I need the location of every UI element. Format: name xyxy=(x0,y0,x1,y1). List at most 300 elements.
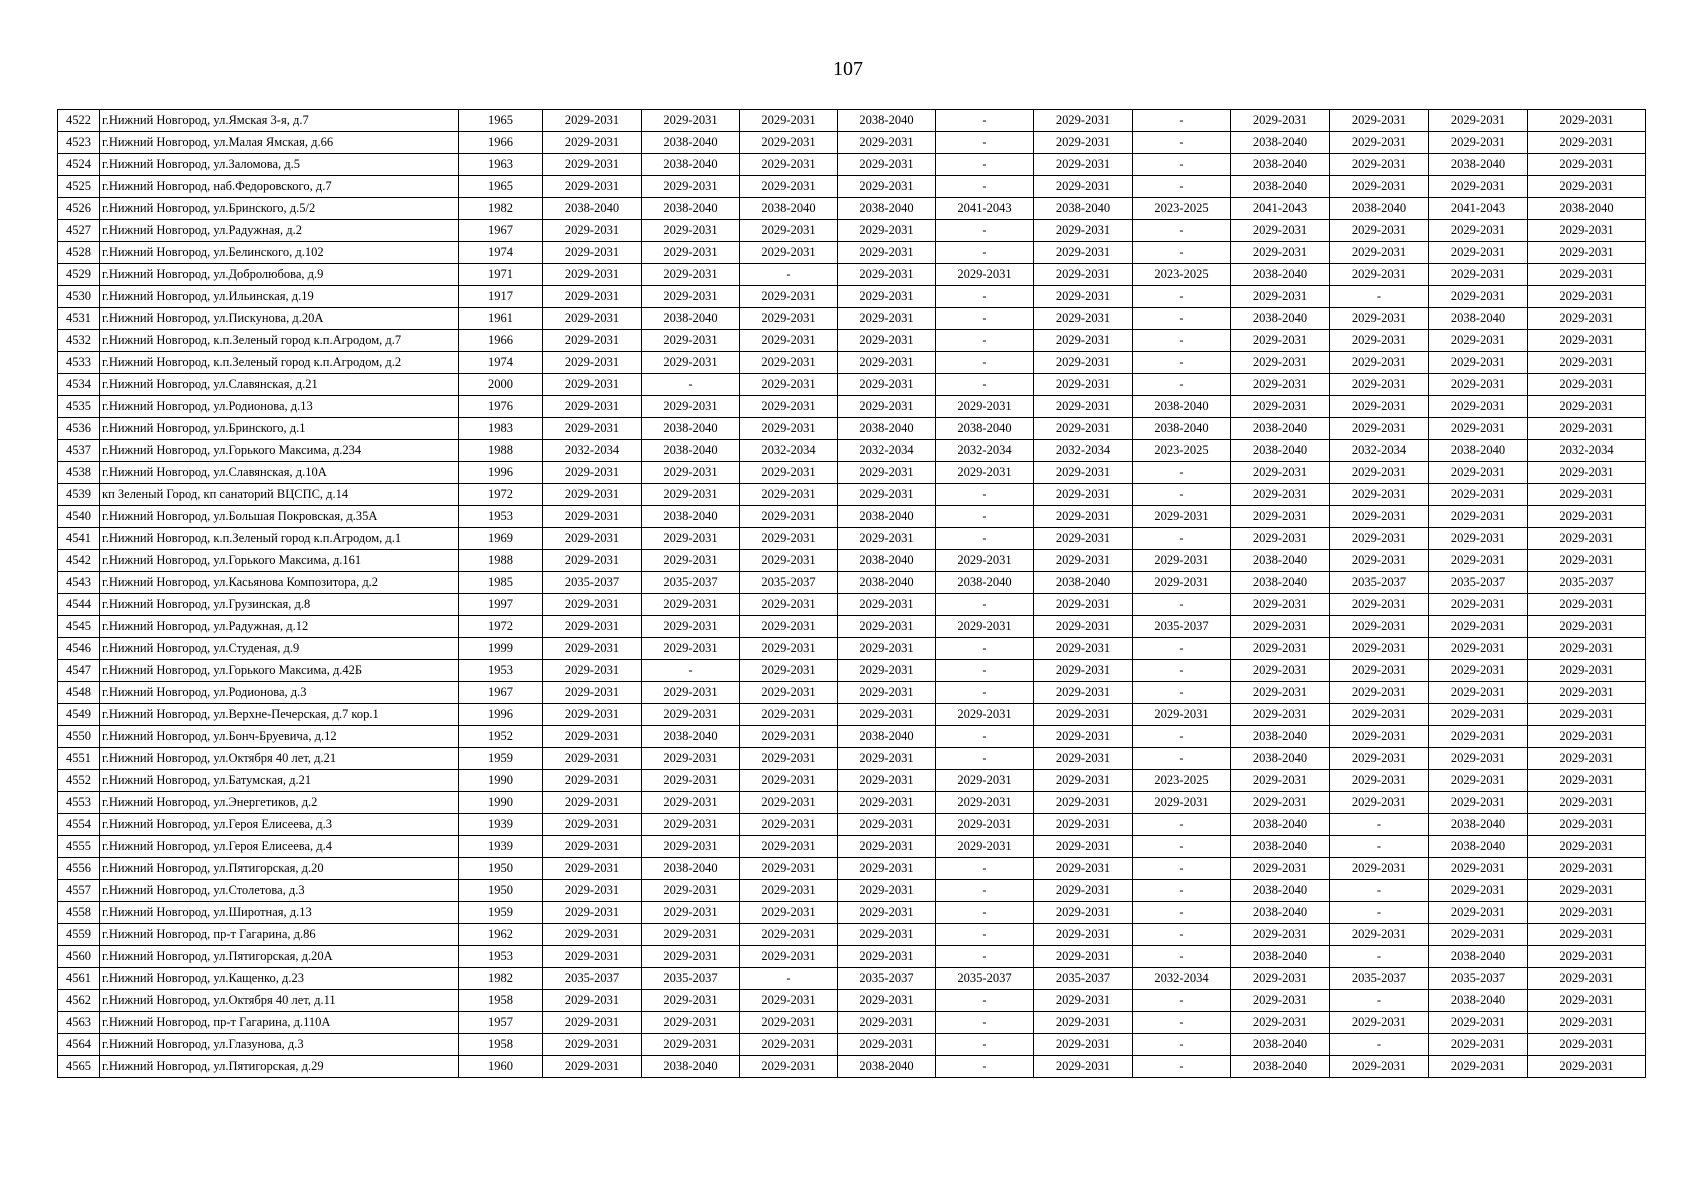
year-cell: 1988 xyxy=(459,550,543,572)
row-number-cell: 4530 xyxy=(58,286,100,308)
period-cell: 2029-2031 xyxy=(838,594,936,616)
period-cell: 2029-2031 xyxy=(740,660,838,682)
year-cell: 1959 xyxy=(459,748,543,770)
period-cell: 2029-2031 xyxy=(838,990,936,1012)
period-cell: 2029-2031 xyxy=(1133,704,1231,726)
period-cell: 2029-2031 xyxy=(1034,660,1133,682)
period-cell: 2038-2040 xyxy=(1231,550,1330,572)
period-cell: 2029-2031 xyxy=(1231,506,1330,528)
period-cell: - xyxy=(1133,1056,1231,1078)
period-cell: 2029-2031 xyxy=(1034,990,1133,1012)
period-cell: 2029-2031 xyxy=(1034,154,1133,176)
year-cell: 1974 xyxy=(459,352,543,374)
year-cell: 1939 xyxy=(459,836,543,858)
table-row xyxy=(58,902,1646,924)
period-cell: - xyxy=(936,1012,1034,1034)
period-cell: 2029-2031 xyxy=(1034,374,1133,396)
table-row xyxy=(58,1034,1646,1056)
period-cell: 2029-2031 xyxy=(1330,176,1429,198)
period-cell: 2029-2031 xyxy=(1231,660,1330,682)
period-cell: 2029-2031 xyxy=(642,770,740,792)
period-cell: - xyxy=(936,484,1034,506)
period-cell: 2038-2040 xyxy=(1231,154,1330,176)
table-row xyxy=(58,264,1646,286)
period-cell: 2029-2031 xyxy=(1528,858,1646,880)
table-row xyxy=(58,946,1646,968)
period-cell: 2038-2040 xyxy=(1231,1056,1330,1078)
row-number-cell: 4544 xyxy=(58,594,100,616)
period-cell: 2029-2031 xyxy=(740,814,838,836)
period-cell: 2029-2031 xyxy=(1034,638,1133,660)
period-cell: 2029-2031 xyxy=(1330,1056,1429,1078)
year-cell: 1997 xyxy=(459,594,543,616)
period-cell: - xyxy=(1330,286,1429,308)
period-cell: 2038-2040 xyxy=(1231,418,1330,440)
address-cell: г.Нижний Новгород, ул.Широтная, д.13 xyxy=(100,902,459,924)
period-cell: 2029-2031 xyxy=(1429,792,1528,814)
period-cell: 2029-2031 xyxy=(543,1056,642,1078)
period-cell: - xyxy=(1133,748,1231,770)
period-cell: 2029-2031 xyxy=(642,110,740,132)
period-cell: 2029-2031 xyxy=(740,594,838,616)
period-cell: 2032-2034 xyxy=(740,440,838,462)
period-cell: - xyxy=(936,990,1034,1012)
period-cell: 2038-2040 xyxy=(642,726,740,748)
period-cell: 2023-2025 xyxy=(1133,770,1231,792)
address-cell: г.Нижний Новгород, ул.Горького Максима, д.42Б xyxy=(100,660,459,682)
period-cell: 2029-2031 xyxy=(740,132,838,154)
period-cell: 2029-2031 xyxy=(1034,704,1133,726)
period-cell: - xyxy=(1133,132,1231,154)
period-cell: 2041-2043 xyxy=(936,198,1034,220)
period-cell: - xyxy=(936,330,1034,352)
table-row xyxy=(58,770,1646,792)
period-cell: - xyxy=(1133,242,1231,264)
period-cell: 2029-2031 xyxy=(1034,506,1133,528)
period-cell: 2029-2031 xyxy=(1528,264,1646,286)
period-cell: 2029-2031 xyxy=(740,484,838,506)
table-row xyxy=(58,858,1646,880)
year-cell: 1957 xyxy=(459,1012,543,1034)
period-cell: - xyxy=(936,924,1034,946)
period-cell: 2029-2031 xyxy=(1528,726,1646,748)
period-cell: 2029-2031 xyxy=(1429,748,1528,770)
period-cell: 2038-2040 xyxy=(838,418,936,440)
address-cell: г.Нижний Новгород, ул.Героя Елисеева, д.3 xyxy=(100,814,459,836)
period-cell: 2029-2031 xyxy=(740,330,838,352)
year-cell: 1958 xyxy=(459,990,543,1012)
year-cell: 1966 xyxy=(459,132,543,154)
period-cell: 2029-2031 xyxy=(740,550,838,572)
period-cell: 2029-2031 xyxy=(1330,308,1429,330)
period-cell: 2029-2031 xyxy=(1528,968,1646,990)
period-cell: 2029-2031 xyxy=(642,814,740,836)
period-cell: 2029-2031 xyxy=(1330,748,1429,770)
year-cell: 1953 xyxy=(459,946,543,968)
period-cell: 2035-2037 xyxy=(936,968,1034,990)
period-cell: 2029-2031 xyxy=(740,902,838,924)
period-cell: 2029-2031 xyxy=(740,770,838,792)
period-cell: 2029-2031 xyxy=(1231,616,1330,638)
period-cell: 2029-2031 xyxy=(1528,616,1646,638)
year-cell: 1939 xyxy=(459,814,543,836)
period-cell: 2029-2031 xyxy=(543,836,642,858)
year-cell: 1988 xyxy=(459,440,543,462)
period-cell: 2029-2031 xyxy=(1330,858,1429,880)
period-cell: 2029-2031 xyxy=(1528,110,1646,132)
period-cell: 2038-2040 xyxy=(1528,198,1646,220)
row-number-cell: 4552 xyxy=(58,770,100,792)
period-cell: 2029-2031 xyxy=(936,396,1034,418)
period-cell: - xyxy=(740,264,838,286)
table-row xyxy=(58,990,1646,1012)
period-cell: 2029-2031 xyxy=(1034,616,1133,638)
period-cell: 2029-2031 xyxy=(1231,924,1330,946)
period-cell: 2038-2040 xyxy=(1429,990,1528,1012)
address-cell: г.Нижний Новгород, ул.Верхне-Печерская, д.7 кор.1 xyxy=(100,704,459,726)
period-cell: 2029-2031 xyxy=(1429,506,1528,528)
period-cell: - xyxy=(1133,836,1231,858)
period-cell: 2029-2031 xyxy=(642,330,740,352)
period-cell: 2035-2037 xyxy=(1429,968,1528,990)
period-cell: 2029-2031 xyxy=(642,1034,740,1056)
period-cell: - xyxy=(1133,726,1231,748)
row-number-cell: 4545 xyxy=(58,616,100,638)
year-cell: 1972 xyxy=(459,484,543,506)
row-number-cell: 4523 xyxy=(58,132,100,154)
row-number-cell: 4553 xyxy=(58,792,100,814)
period-cell: 2029-2031 xyxy=(838,154,936,176)
period-cell: 2029-2031 xyxy=(543,858,642,880)
period-cell: 2029-2031 xyxy=(1330,506,1429,528)
period-cell: 2029-2031 xyxy=(543,132,642,154)
table-row xyxy=(58,1056,1646,1078)
row-number-cell: 4551 xyxy=(58,748,100,770)
period-cell: 2029-2031 xyxy=(1528,286,1646,308)
period-cell: 2029-2031 xyxy=(1528,484,1646,506)
period-cell: 2038-2040 xyxy=(1231,264,1330,286)
period-cell: 2029-2031 xyxy=(1231,858,1330,880)
period-cell: 2029-2031 xyxy=(838,352,936,374)
period-cell: 2029-2031 xyxy=(1528,176,1646,198)
row-number-cell: 4557 xyxy=(58,880,100,902)
period-cell: - xyxy=(1133,110,1231,132)
period-cell: 2029-2031 xyxy=(1034,242,1133,264)
period-cell: 2029-2031 xyxy=(838,880,936,902)
period-cell: 2032-2034 xyxy=(1133,968,1231,990)
table-row xyxy=(58,198,1646,220)
period-cell: 2029-2031 xyxy=(1034,594,1133,616)
row-number-cell: 4531 xyxy=(58,308,100,330)
period-cell: 2029-2031 xyxy=(642,902,740,924)
address-cell: г.Нижний Новгород, ул.Пятигорская, д.29 xyxy=(100,1056,459,1078)
period-cell: 2038-2040 xyxy=(1231,572,1330,594)
period-cell: 2029-2031 xyxy=(1034,132,1133,154)
address-cell: г.Нижний Новгород, ул.Пискунова, д.20А xyxy=(100,308,459,330)
period-cell: 2029-2031 xyxy=(543,286,642,308)
period-cell: 2029-2031 xyxy=(1330,132,1429,154)
period-cell: 2038-2040 xyxy=(1330,198,1429,220)
year-cell: 1996 xyxy=(459,704,543,726)
period-cell: 2029-2031 xyxy=(740,462,838,484)
period-cell: 2029-2031 xyxy=(838,132,936,154)
housing-registry-table xyxy=(57,109,1646,1078)
table-row xyxy=(58,220,1646,242)
year-cell: 1972 xyxy=(459,616,543,638)
period-cell: 2029-2031 xyxy=(642,638,740,660)
period-cell: 2029-2031 xyxy=(543,638,642,660)
period-cell: 2029-2031 xyxy=(936,836,1034,858)
period-cell: 2029-2031 xyxy=(1528,462,1646,484)
address-cell: г.Нижний Новгород, ул.Героя Елисеева, д.4 xyxy=(100,836,459,858)
period-cell: 2029-2031 xyxy=(642,462,740,484)
period-cell: 2029-2031 xyxy=(1528,1056,1646,1078)
period-cell: 2029-2031 xyxy=(740,836,838,858)
period-cell: 2029-2031 xyxy=(1429,858,1528,880)
period-cell: 2029-2031 xyxy=(543,792,642,814)
period-cell: 2038-2040 xyxy=(642,1056,740,1078)
period-cell: 2029-2031 xyxy=(1528,748,1646,770)
period-cell: 2029-2031 xyxy=(543,418,642,440)
period-cell: 2029-2031 xyxy=(1330,924,1429,946)
address-cell: г.Нижний Новгород, ул.Октября 40 лет, д.21 xyxy=(100,748,459,770)
period-cell: 2029-2031 xyxy=(838,946,936,968)
period-cell: 2029-2031 xyxy=(936,264,1034,286)
period-cell: 2029-2031 xyxy=(838,396,936,418)
period-cell: 2029-2031 xyxy=(1133,550,1231,572)
period-cell: 2035-2037 xyxy=(1528,572,1646,594)
period-cell: 2023-2025 xyxy=(1133,198,1231,220)
period-cell: 2038-2040 xyxy=(838,550,936,572)
period-cell: 2029-2031 xyxy=(1429,484,1528,506)
period-cell: - xyxy=(936,220,1034,242)
period-cell: 2029-2031 xyxy=(1034,528,1133,550)
row-number-cell: 4535 xyxy=(58,396,100,418)
table-row xyxy=(58,352,1646,374)
period-cell: 2029-2031 xyxy=(642,264,740,286)
table-row xyxy=(58,594,1646,616)
table-row xyxy=(58,308,1646,330)
period-cell: - xyxy=(936,374,1034,396)
table-row xyxy=(58,572,1646,594)
period-cell: 2029-2031 xyxy=(1429,1056,1528,1078)
period-cell: 2029-2031 xyxy=(642,990,740,1012)
period-cell: 2029-2031 xyxy=(1528,374,1646,396)
period-cell: 2029-2031 xyxy=(1528,682,1646,704)
period-cell: - xyxy=(936,1034,1034,1056)
period-cell: - xyxy=(1133,1034,1231,1056)
period-cell: 2029-2031 xyxy=(740,242,838,264)
period-cell: 2029-2031 xyxy=(1528,990,1646,1012)
period-cell: 2029-2031 xyxy=(642,946,740,968)
period-cell: 2038-2040 xyxy=(838,506,936,528)
address-cell: г.Нижний Новгород, ул.Ямская 3-я, д.7 xyxy=(100,110,459,132)
period-cell: 2029-2031 xyxy=(543,396,642,418)
period-cell: 2029-2031 xyxy=(740,286,838,308)
period-cell: 2029-2031 xyxy=(1034,264,1133,286)
period-cell: 2029-2031 xyxy=(1231,484,1330,506)
period-cell: - xyxy=(936,660,1034,682)
period-cell: - xyxy=(936,638,1034,660)
period-cell: 2029-2031 xyxy=(543,814,642,836)
period-cell: 2029-2031 xyxy=(1034,902,1133,924)
address-cell: г.Нижний Новгород, ул.Октября 40 лет, д.11 xyxy=(100,990,459,1012)
period-cell: 2029-2031 xyxy=(1429,726,1528,748)
period-cell: - xyxy=(1133,880,1231,902)
address-cell: г.Нижний Новгород, ул.Белинского, д.102 xyxy=(100,242,459,264)
period-cell: - xyxy=(1330,1034,1429,1056)
row-number-cell: 4542 xyxy=(58,550,100,572)
period-cell: 2029-2031 xyxy=(838,814,936,836)
period-cell: 2029-2031 xyxy=(740,682,838,704)
period-cell: 2029-2031 xyxy=(642,594,740,616)
period-cell: 2029-2031 xyxy=(1528,902,1646,924)
table-row xyxy=(58,704,1646,726)
period-cell: 2029-2031 xyxy=(1034,1034,1133,1056)
period-cell: - xyxy=(936,242,1034,264)
period-cell: 2038-2040 xyxy=(642,418,740,440)
period-cell: 2029-2031 xyxy=(1034,770,1133,792)
period-cell: 2029-2031 xyxy=(1528,330,1646,352)
period-cell: 2029-2031 xyxy=(1528,528,1646,550)
table-row xyxy=(58,418,1646,440)
period-cell: 2029-2031 xyxy=(543,616,642,638)
year-cell: 2000 xyxy=(459,374,543,396)
period-cell: 2029-2031 xyxy=(1231,1012,1330,1034)
period-cell: 2029-2031 xyxy=(1330,792,1429,814)
period-cell: 2029-2031 xyxy=(740,880,838,902)
row-number-cell: 4526 xyxy=(58,198,100,220)
period-cell: - xyxy=(1330,902,1429,924)
year-cell: 1966 xyxy=(459,330,543,352)
address-cell: г.Нижний Новгород, ул.Энергетиков, д.2 xyxy=(100,792,459,814)
period-cell: 2029-2031 xyxy=(1133,572,1231,594)
period-cell: 2029-2031 xyxy=(1231,110,1330,132)
period-cell: 2029-2031 xyxy=(1528,418,1646,440)
period-cell: - xyxy=(1133,154,1231,176)
period-cell: 2029-2031 xyxy=(740,704,838,726)
period-cell: 2029-2031 xyxy=(1034,308,1133,330)
table-row xyxy=(58,528,1646,550)
period-cell: 2029-2031 xyxy=(1034,814,1133,836)
period-cell: 2029-2031 xyxy=(740,638,838,660)
period-cell: 2029-2031 xyxy=(1231,330,1330,352)
period-cell: 2029-2031 xyxy=(1528,132,1646,154)
period-cell: - xyxy=(936,154,1034,176)
period-cell: 2029-2031 xyxy=(1034,550,1133,572)
table-row xyxy=(58,330,1646,352)
year-cell: 1982 xyxy=(459,968,543,990)
period-cell: 2029-2031 xyxy=(1034,462,1133,484)
period-cell: 2029-2031 xyxy=(642,836,740,858)
period-cell: 2029-2031 xyxy=(543,924,642,946)
period-cell: 2029-2031 xyxy=(740,528,838,550)
period-cell: 2032-2034 xyxy=(543,440,642,462)
address-cell: г.Нижний Новгород, ул.Глазунова, д.3 xyxy=(100,1034,459,1056)
row-number-cell: 4533 xyxy=(58,352,100,374)
period-cell: 2029-2031 xyxy=(1330,660,1429,682)
period-cell: 2029-2031 xyxy=(1528,836,1646,858)
year-cell: 1965 xyxy=(459,176,543,198)
period-cell: 2029-2031 xyxy=(1528,792,1646,814)
period-cell: 2029-2031 xyxy=(642,704,740,726)
period-cell: 2029-2031 xyxy=(1034,1056,1133,1078)
row-number-cell: 4555 xyxy=(58,836,100,858)
period-cell: 2029-2031 xyxy=(642,176,740,198)
period-cell: - xyxy=(1133,286,1231,308)
address-cell: г.Нижний Новгород, ул.Грузинская, д.8 xyxy=(100,594,459,616)
period-cell: 2029-2031 xyxy=(1231,990,1330,1012)
period-cell: 2029-2031 xyxy=(1528,550,1646,572)
period-cell: 2029-2031 xyxy=(1429,594,1528,616)
period-cell: 2029-2031 xyxy=(1528,924,1646,946)
period-cell: 2029-2031 xyxy=(1231,770,1330,792)
row-number-cell: 4556 xyxy=(58,858,100,880)
period-cell: 2029-2031 xyxy=(838,924,936,946)
table-row xyxy=(58,176,1646,198)
period-cell: 2029-2031 xyxy=(1528,814,1646,836)
year-cell: 1960 xyxy=(459,1056,543,1078)
period-cell: 2038-2040 xyxy=(1429,308,1528,330)
period-cell: 2038-2040 xyxy=(1231,1034,1330,1056)
period-cell: 2029-2031 xyxy=(838,528,936,550)
table-row xyxy=(58,968,1646,990)
year-cell: 1963 xyxy=(459,154,543,176)
address-cell: г.Нижний Новгород, наб.Федоровского, д.7 xyxy=(100,176,459,198)
period-cell: 2029-2031 xyxy=(642,396,740,418)
period-cell: 2029-2031 xyxy=(936,792,1034,814)
period-cell: - xyxy=(1133,1012,1231,1034)
period-cell: - xyxy=(1133,374,1231,396)
period-cell: 2029-2031 xyxy=(838,220,936,242)
row-number-cell: 4541 xyxy=(58,528,100,550)
address-cell: г.Нижний Новгород, ул.Радужная, д.12 xyxy=(100,616,459,638)
period-cell: 2029-2031 xyxy=(543,726,642,748)
period-cell: 2029-2031 xyxy=(1528,154,1646,176)
period-cell: 2029-2031 xyxy=(1330,616,1429,638)
period-cell: - xyxy=(1133,638,1231,660)
period-cell: - xyxy=(936,528,1034,550)
period-cell: 2029-2031 xyxy=(1231,220,1330,242)
year-cell: 1962 xyxy=(459,924,543,946)
period-cell: 2029-2031 xyxy=(1429,330,1528,352)
period-cell: - xyxy=(1133,946,1231,968)
year-cell: 1990 xyxy=(459,770,543,792)
period-cell: 2029-2031 xyxy=(1231,242,1330,264)
table-row xyxy=(58,242,1646,264)
year-cell: 1974 xyxy=(459,242,543,264)
period-cell: 2038-2040 xyxy=(642,858,740,880)
period-cell: 2029-2031 xyxy=(543,1034,642,1056)
period-cell: 2029-2031 xyxy=(1330,770,1429,792)
period-cell: - xyxy=(1330,880,1429,902)
period-cell: - xyxy=(936,726,1034,748)
period-cell: 2038-2040 xyxy=(1231,902,1330,924)
address-cell: г.Нижний Новгород, ул.Бонч-Бруевича, д.12 xyxy=(100,726,459,748)
period-cell: 2041-2043 xyxy=(1429,198,1528,220)
period-cell: 2035-2037 xyxy=(1034,968,1133,990)
period-cell: 2029-2031 xyxy=(1034,176,1133,198)
period-cell: 2029-2031 xyxy=(838,748,936,770)
period-cell: - xyxy=(936,132,1034,154)
period-cell: 2029-2031 xyxy=(1330,418,1429,440)
period-cell: 2029-2031 xyxy=(1231,352,1330,374)
table-row xyxy=(58,484,1646,506)
period-cell: 2029-2031 xyxy=(740,176,838,198)
period-cell: 2038-2040 xyxy=(1231,946,1330,968)
period-cell: 2029-2031 xyxy=(543,110,642,132)
period-cell: 2029-2031 xyxy=(1330,374,1429,396)
